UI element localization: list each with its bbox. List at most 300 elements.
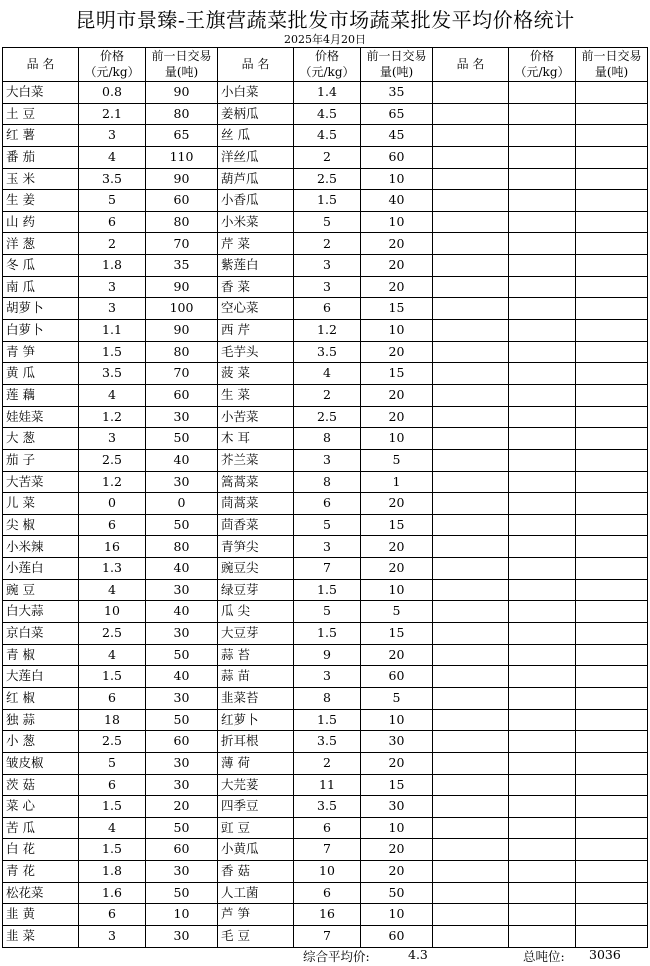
empty-cell: [576, 861, 648, 883]
volume-cell: 10: [361, 211, 433, 233]
empty-cell: [576, 255, 648, 277]
price-cell: 5: [294, 514, 361, 536]
empty-cell: [576, 406, 648, 428]
volume-cell: 10: [361, 168, 433, 190]
header-price: 价格（元/kg）: [79, 48, 146, 82]
volume-cell: 20: [361, 861, 433, 883]
vegetable-name: 小白菜: [218, 82, 294, 104]
vegetable-name: 小米辣: [3, 536, 79, 558]
vegetable-name: 洋丝瓜: [218, 146, 294, 168]
empty-cell: [576, 623, 648, 645]
empty-cell: [433, 384, 509, 406]
vegetable-name: 豇 豆: [218, 817, 294, 839]
table-row: [3, 449, 648, 471]
volume-cell: 15: [361, 298, 433, 320]
vegetable-name: 豌 豆: [3, 579, 79, 601]
empty-cell: [576, 817, 648, 839]
empty-cell: [576, 233, 648, 255]
empty-cell: [509, 471, 576, 493]
empty-cell: [433, 817, 509, 839]
volume-cell: 20: [361, 839, 433, 861]
price-cell: 10: [79, 601, 146, 623]
vegetable-name: 木 耳: [218, 428, 294, 450]
price-cell: 2.5: [294, 168, 361, 190]
price-cell: 1.6: [79, 882, 146, 904]
empty-cell: [433, 861, 509, 883]
header-name: 品 名: [218, 48, 294, 82]
empty-cell: [576, 276, 648, 298]
price-cell: 5: [79, 752, 146, 774]
empty-cell: [433, 363, 509, 385]
volume-cell: 10: [361, 579, 433, 601]
price-cell: 6: [79, 904, 146, 926]
price-cell: 3: [294, 666, 361, 688]
price-cell: 16: [79, 536, 146, 558]
vegetable-name: 红 薯: [3, 125, 79, 147]
price-cell: 1.2: [79, 406, 146, 428]
empty-cell: [509, 752, 576, 774]
vegetable-name: 丝 瓜: [218, 125, 294, 147]
volume-cell: 20: [361, 384, 433, 406]
price-cell: 1.2: [294, 320, 361, 342]
vegetable-name: 大 葱: [3, 428, 79, 450]
empty-cell: [576, 298, 648, 320]
empty-cell: [576, 146, 648, 168]
report-title: 昆明市景臻-王旗营蔬菜批发市场蔬菜批发平均价格统计: [75, 8, 575, 32]
empty-cell: [509, 861, 576, 883]
price-cell: 0: [79, 493, 146, 515]
price-cell: 1.5: [79, 666, 146, 688]
vegetable-name: 大豆芽: [218, 623, 294, 645]
empty-cell: [433, 82, 509, 104]
volume-cell: 90: [146, 168, 218, 190]
vegetable-name: 茼蒿菜: [218, 493, 294, 515]
empty-cell: [509, 731, 576, 753]
table-row: [3, 666, 648, 688]
empty-cell: [433, 644, 509, 666]
table-row: [3, 731, 648, 753]
empty-cell: [509, 320, 576, 342]
vegetable-name: 尖 椒: [3, 514, 79, 536]
volume-cell: 20: [146, 796, 218, 818]
volume-cell: 10: [361, 320, 433, 342]
empty-cell: [433, 514, 509, 536]
empty-cell: [576, 514, 648, 536]
volume-cell: 70: [146, 363, 218, 385]
table-row: [3, 796, 648, 818]
empty-cell: [433, 146, 509, 168]
volume-cell: 20: [361, 255, 433, 277]
vegetable-name: 折耳根: [218, 731, 294, 753]
empty-cell: [509, 796, 576, 818]
empty-cell: [576, 752, 648, 774]
volume-cell: 60: [146, 190, 218, 212]
empty-cell: [509, 644, 576, 666]
volume-cell: 100: [146, 298, 218, 320]
price-cell: 3.5: [79, 363, 146, 385]
volume-cell: 30: [361, 796, 433, 818]
price-cell: 3: [79, 125, 146, 147]
price-cell: 1.2: [79, 471, 146, 493]
price-cell: 6: [79, 514, 146, 536]
volume-cell: 60: [146, 731, 218, 753]
table-row: [3, 752, 648, 774]
vegetable-name: 绿豆芽: [218, 579, 294, 601]
empty-cell: [576, 558, 648, 580]
empty-cell: [433, 904, 509, 926]
vegetable-name: 葫芦瓜: [218, 168, 294, 190]
vegetable-name: 小莲白: [3, 558, 79, 580]
vegetable-name: 青笋尖: [218, 536, 294, 558]
vegetable-name: 姜柄瓜: [218, 103, 294, 125]
empty-cell: [509, 687, 576, 709]
volume-cell: 30: [146, 406, 218, 428]
volume-cell: 40: [361, 190, 433, 212]
vegetable-name: 小香瓜: [218, 190, 294, 212]
volume-cell: 35: [146, 255, 218, 277]
price-table: [2, 47, 648, 948]
price-cell: 3: [79, 276, 146, 298]
header-price: 价格（元/kg）: [509, 48, 576, 82]
volume-cell: 15: [361, 514, 433, 536]
empty-cell: [509, 817, 576, 839]
vegetable-name: 番 茄: [3, 146, 79, 168]
price-cell: 5: [294, 601, 361, 623]
table-row: [3, 82, 648, 104]
price-cell: 3.5: [294, 796, 361, 818]
price-cell: 2: [294, 752, 361, 774]
volume-cell: 5: [361, 601, 433, 623]
volume-cell: 20: [361, 341, 433, 363]
volume-cell: 40: [146, 666, 218, 688]
empty-cell: [576, 731, 648, 753]
price-cell: 1.5: [294, 709, 361, 731]
empty-cell: [576, 904, 648, 926]
empty-cell: [433, 601, 509, 623]
vegetable-name: 生 菜: [218, 384, 294, 406]
header-volume: 前一日交易量(吨): [576, 48, 648, 82]
volume-cell: 80: [146, 103, 218, 125]
empty-cell: [576, 341, 648, 363]
table-row: [3, 298, 648, 320]
price-cell: 1.5: [79, 839, 146, 861]
volume-cell: 80: [146, 536, 218, 558]
table-row: [3, 233, 648, 255]
empty-cell: [509, 536, 576, 558]
empty-cell: [576, 882, 648, 904]
empty-cell: [433, 428, 509, 450]
average-price-label: 综合平均价:: [303, 949, 370, 964]
price-cell: 6: [79, 774, 146, 796]
empty-cell: [433, 579, 509, 601]
price-cell: 5: [294, 211, 361, 233]
table-row: [3, 384, 648, 406]
empty-cell: [433, 839, 509, 861]
volume-cell: 50: [146, 514, 218, 536]
price-cell: 6: [294, 298, 361, 320]
vegetable-name: 大莲白: [3, 666, 79, 688]
table-row: [3, 687, 648, 709]
volume-cell: 90: [146, 82, 218, 104]
price-cell: 3.5: [79, 168, 146, 190]
volume-cell: 40: [146, 449, 218, 471]
price-cell: 1.5: [294, 623, 361, 645]
volume-cell: 30: [146, 471, 218, 493]
price-cell: 2: [294, 146, 361, 168]
volume-cell: 5: [361, 687, 433, 709]
vegetable-name: 青 笋: [3, 341, 79, 363]
empty-cell: [576, 839, 648, 861]
average-price-value: 4.3: [408, 947, 428, 962]
table-row: [3, 579, 648, 601]
table-row: [3, 925, 648, 947]
volume-cell: 20: [361, 276, 433, 298]
volume-cell: 60: [361, 925, 433, 947]
header-name: 品 名: [433, 48, 509, 82]
volume-cell: 15: [361, 774, 433, 796]
vegetable-name: 薄 荷: [218, 752, 294, 774]
vegetable-name: 韭 菜: [3, 925, 79, 947]
empty-cell: [433, 255, 509, 277]
price-cell: 2.5: [79, 731, 146, 753]
empty-cell: [509, 601, 576, 623]
volume-cell: 30: [146, 774, 218, 796]
empty-cell: [509, 904, 576, 926]
empty-cell: [576, 384, 648, 406]
vegetable-name: 白 花: [3, 839, 79, 861]
empty-cell: [433, 687, 509, 709]
volume-cell: 30: [146, 687, 218, 709]
price-cell: 2: [294, 384, 361, 406]
vegetable-name: 芦 笋: [218, 904, 294, 926]
empty-cell: [433, 709, 509, 731]
vegetable-name: 娃娃菜: [3, 406, 79, 428]
vegetable-name: 篙蒿菜: [218, 471, 294, 493]
price-cell: 1.8: [79, 255, 146, 277]
table-row: [3, 493, 648, 515]
vegetable-name: 青 花: [3, 861, 79, 883]
empty-cell: [433, 493, 509, 515]
empty-cell: [433, 190, 509, 212]
vegetable-name: 胡萝卜: [3, 298, 79, 320]
table-row: [3, 839, 648, 861]
price-cell: 4: [79, 817, 146, 839]
empty-cell: [509, 125, 576, 147]
empty-cell: [509, 428, 576, 450]
vegetable-name: 紫莲白: [218, 255, 294, 277]
empty-cell: [576, 687, 648, 709]
vegetable-name: 山 药: [3, 211, 79, 233]
empty-cell: [576, 211, 648, 233]
table-row: [3, 168, 648, 190]
table-row: [3, 103, 648, 125]
empty-cell: [576, 471, 648, 493]
price-cell: 3: [79, 925, 146, 947]
empty-cell: [576, 536, 648, 558]
empty-cell: [509, 406, 576, 428]
volume-cell: 40: [146, 601, 218, 623]
volume-cell: 65: [146, 125, 218, 147]
price-cell: 2: [294, 233, 361, 255]
empty-cell: [509, 168, 576, 190]
empty-cell: [509, 276, 576, 298]
price-cell: 2.1: [79, 103, 146, 125]
empty-cell: [433, 731, 509, 753]
vegetable-name: 红 椒: [3, 687, 79, 709]
table-row: [3, 255, 648, 277]
price-cell: 1.5: [294, 190, 361, 212]
vegetable-name: 西 芹: [218, 320, 294, 342]
vegetable-name: 红萝卜: [218, 709, 294, 731]
vegetable-name: 香 菜: [218, 276, 294, 298]
price-cell: 1.8: [79, 861, 146, 883]
vegetable-name: 毛 豆: [218, 925, 294, 947]
table-row: [3, 558, 648, 580]
volume-cell: 30: [146, 579, 218, 601]
empty-cell: [509, 514, 576, 536]
price-cell: 3: [294, 449, 361, 471]
price-cell: 2: [79, 233, 146, 255]
table-row: [3, 125, 648, 147]
price-cell: 2.5: [79, 623, 146, 645]
empty-cell: [433, 298, 509, 320]
price-cell: 1.1: [79, 320, 146, 342]
vegetable-name: 小黄瓜: [218, 839, 294, 861]
price-cell: 6: [294, 882, 361, 904]
table-row: [3, 146, 648, 168]
volume-cell: 50: [146, 882, 218, 904]
vegetable-name: 独 蒜: [3, 709, 79, 731]
header-volume: 前一日交易量(吨): [361, 48, 433, 82]
empty-cell: [576, 601, 648, 623]
volume-cell: 30: [146, 623, 218, 645]
price-cell: 4: [79, 579, 146, 601]
price-cell: 11: [294, 774, 361, 796]
volume-cell: 60: [361, 666, 433, 688]
empty-cell: [509, 146, 576, 168]
table-row: [3, 861, 648, 883]
empty-cell: [509, 449, 576, 471]
volume-cell: 20: [361, 644, 433, 666]
empty-cell: [509, 493, 576, 515]
empty-cell: [576, 579, 648, 601]
header-volume: 前一日交易量(吨): [146, 48, 218, 82]
vegetable-name: 毛芋头: [218, 341, 294, 363]
price-cell: 4.5: [294, 125, 361, 147]
price-cell: 3.5: [294, 731, 361, 753]
empty-cell: [509, 623, 576, 645]
vegetable-name: 小米菜: [218, 211, 294, 233]
price-cell: 3: [79, 298, 146, 320]
vegetable-name: 大苦菜: [3, 471, 79, 493]
vegetable-name: 青 椒: [3, 644, 79, 666]
table-header-row: [3, 48, 648, 82]
table-body: [3, 82, 648, 948]
empty-cell: [433, 276, 509, 298]
table-row: [3, 211, 648, 233]
volume-cell: 110: [146, 146, 218, 168]
price-cell: 0.8: [79, 82, 146, 104]
price-cell: 6: [294, 493, 361, 515]
empty-cell: [576, 709, 648, 731]
volume-cell: 15: [361, 623, 433, 645]
vegetable-name: 菠 菜: [218, 363, 294, 385]
volume-cell: 20: [361, 752, 433, 774]
volume-cell: 65: [361, 103, 433, 125]
vegetable-name: 蒜 苗: [218, 666, 294, 688]
volume-cell: 50: [146, 817, 218, 839]
vegetable-name: 南 瓜: [3, 276, 79, 298]
table-row: [3, 341, 648, 363]
volume-cell: 20: [361, 493, 433, 515]
price-cell: 6: [79, 687, 146, 709]
price-cell: 3: [294, 276, 361, 298]
volume-cell: 70: [146, 233, 218, 255]
empty-cell: [433, 752, 509, 774]
empty-cell: [576, 190, 648, 212]
empty-cell: [509, 666, 576, 688]
table-row: [3, 320, 648, 342]
volume-cell: 30: [146, 925, 218, 947]
price-cell: 1.3: [79, 558, 146, 580]
header-price: 价格（元/kg）: [294, 48, 361, 82]
vegetable-name: 茄 子: [3, 449, 79, 471]
empty-cell: [433, 406, 509, 428]
price-cell: 7: [294, 925, 361, 947]
volume-cell: 0: [146, 493, 218, 515]
empty-cell: [509, 298, 576, 320]
price-cell: 6: [294, 817, 361, 839]
empty-cell: [576, 774, 648, 796]
table-row: [3, 471, 648, 493]
empty-cell: [433, 774, 509, 796]
vegetable-name: 大芫荽: [218, 774, 294, 796]
empty-cell: [433, 666, 509, 688]
table-row: [3, 276, 648, 298]
volume-cell: 35: [361, 82, 433, 104]
vegetable-name: 皱皮椒: [3, 752, 79, 774]
volume-cell: 60: [146, 839, 218, 861]
vegetable-name: 京白菜: [3, 623, 79, 645]
empty-cell: [433, 211, 509, 233]
volume-cell: 80: [146, 341, 218, 363]
vegetable-name: 韭 黄: [3, 904, 79, 926]
table-row: [3, 514, 648, 536]
volume-cell: 10: [361, 428, 433, 450]
table-row: [3, 536, 648, 558]
volume-cell: 30: [146, 861, 218, 883]
volume-cell: 20: [361, 233, 433, 255]
vegetable-name: 四季豆: [218, 796, 294, 818]
vegetable-name: 冬 瓜: [3, 255, 79, 277]
price-cell: 1.4: [294, 82, 361, 104]
volume-cell: 50: [146, 644, 218, 666]
table-row: [3, 644, 648, 666]
price-cell: 7: [294, 839, 361, 861]
price-cell: 18: [79, 709, 146, 731]
empty-cell: [576, 644, 648, 666]
price-cell: 8: [294, 687, 361, 709]
vegetable-name: 人工菌: [218, 882, 294, 904]
vegetable-name: 瓜 尖: [218, 601, 294, 623]
empty-cell: [433, 536, 509, 558]
volume-cell: 50: [361, 882, 433, 904]
volume-cell: 30: [361, 731, 433, 753]
vegetable-name: 松花菜: [3, 882, 79, 904]
header-name: 品 名: [3, 48, 79, 82]
empty-cell: [509, 384, 576, 406]
empty-cell: [433, 623, 509, 645]
